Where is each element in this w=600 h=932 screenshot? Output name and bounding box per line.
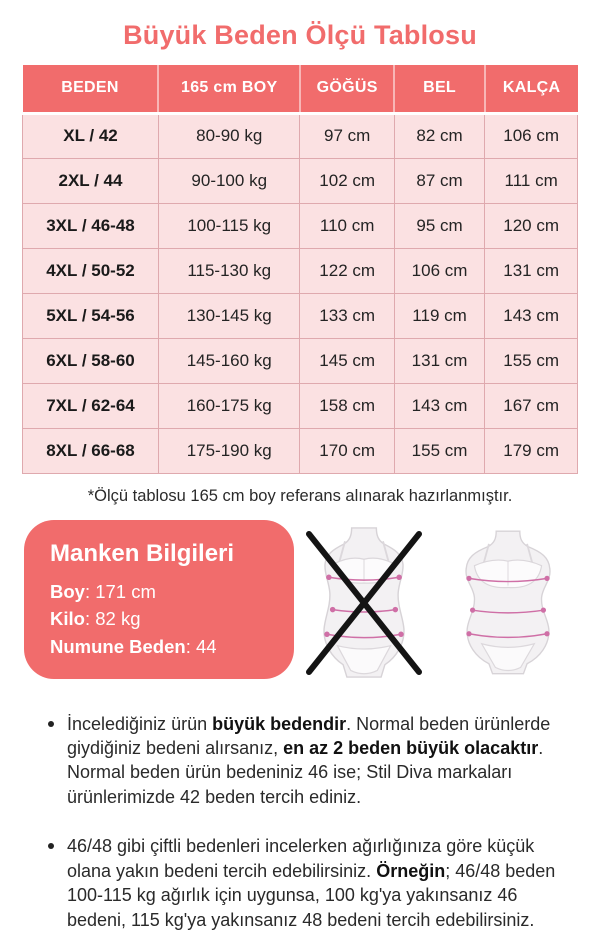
model-info-line: Boy: 171 cm (50, 578, 270, 606)
table-row (23, 158, 578, 203)
value-cell: 97 cm (300, 113, 394, 158)
value-cell: 95 cm (394, 203, 484, 248)
table-row (23, 248, 578, 293)
value-cell: 131 cm (485, 248, 578, 293)
model-info-box (24, 520, 294, 679)
value-cell: 80-90 kg (158, 113, 300, 158)
value-cell: 130-145 kg (158, 293, 300, 338)
value-cell: 131 cm (394, 338, 484, 383)
value-cell: 155 cm (485, 338, 578, 383)
header-cell: BEDEN (23, 65, 159, 113)
notes-list (46, 712, 560, 932)
value-cell: 110 cm (300, 203, 394, 248)
header-cell: GÖĞÜS (300, 65, 394, 113)
size-table-body (23, 113, 578, 473)
value-cell: 167 cm (485, 383, 578, 428)
table-row (23, 203, 578, 248)
size-cell: 4XL / 50-52 (23, 248, 159, 293)
size-cell: 3XL / 46-48 (23, 203, 159, 248)
value-cell: 155 cm (394, 428, 484, 473)
value-cell: 160-175 kg (158, 383, 300, 428)
value-cell: 100-115 kg (158, 203, 300, 248)
model-info-line: Kilo: 82 kg (50, 605, 270, 633)
page-title: Büyük Beden Ölçü Tablosu (22, 20, 578, 51)
size-cell: XL / 42 (23, 113, 159, 158)
value-cell: 133 cm (300, 293, 394, 338)
value-cell: 145 cm (300, 338, 394, 383)
value-cell: 170 cm (300, 428, 394, 473)
size-cell: 8XL / 66-68 (23, 428, 159, 473)
value-cell: 102 cm (300, 158, 394, 203)
value-cell: 175-190 kg (158, 428, 300, 473)
x-mark-icon (299, 522, 429, 682)
body-figures (294, 520, 578, 678)
value-cell: 87 cm (394, 158, 484, 203)
table-footnote: *Ölçü tablosu 165 cm boy referans alınarak hazırlanmıştır. (22, 487, 578, 506)
value-cell: 143 cm (485, 293, 578, 338)
value-cell: 90-100 kg (158, 158, 300, 203)
size-table-header-row (23, 65, 578, 113)
header-cell: KALÇA (485, 65, 578, 113)
plus-body-figure-icon (449, 526, 567, 678)
header-cell: 165 cm BOY (158, 65, 300, 113)
size-cell: 6XL / 58-60 (23, 338, 159, 383)
value-cell: 106 cm (394, 248, 484, 293)
model-info-lines (50, 578, 270, 661)
value-cell: 179 cm (485, 428, 578, 473)
table-row (23, 428, 578, 473)
value-cell: 111 cm (485, 158, 578, 203)
size-cell: 5XL / 54-56 (23, 293, 159, 338)
table-row (23, 383, 578, 428)
table-row (23, 338, 578, 383)
value-cell: 158 cm (300, 383, 394, 428)
size-table (22, 65, 578, 474)
size-cell: 7XL / 62-64 (23, 383, 159, 428)
value-cell: 106 cm (485, 113, 578, 158)
model-info-heading: Manken Bilgileri (50, 540, 270, 568)
value-cell: 143 cm (394, 383, 484, 428)
note-item: İncelediğiniz ürün büyük bedendir. Normal beden ürünlerde giydiğiniz bedeni alırsanız, en az 2 beden büyük olacaktır. Normal beden ürün bedeniniz 46 ise; Stil Diva markaları ürünlerimizde 42 beden tercih ediniz. (46, 712, 560, 810)
table-row (23, 113, 578, 158)
model-info-line: Numune Beden: 44 (50, 633, 270, 661)
note-item: 46/48 gibi çiftli bedenleri incelerken ağırlığınıza göre küçük olana yakın bedeni tercih edebilirsiniz. Örneğin; 46/48 beden 100-115 kg ağırlık için uygunsa, 100 kg'ya yakınsanız 46 bedeni, 115 kg'ya yakınsanız 48 bedeni tercih edebilirsiniz. (46, 834, 560, 932)
size-cell: 2XL / 44 (23, 158, 159, 203)
header-cell: BEL (394, 65, 484, 113)
table-row (23, 293, 578, 338)
value-cell: 145-160 kg (158, 338, 300, 383)
value-cell: 82 cm (394, 113, 484, 158)
value-cell: 120 cm (485, 203, 578, 248)
value-cell: 122 cm (300, 248, 394, 293)
value-cell: 119 cm (394, 293, 484, 338)
approved-figure (449, 526, 567, 678)
model-info-section (24, 520, 578, 692)
value-cell: 115-130 kg (158, 248, 300, 293)
crossed-figure (305, 526, 423, 678)
